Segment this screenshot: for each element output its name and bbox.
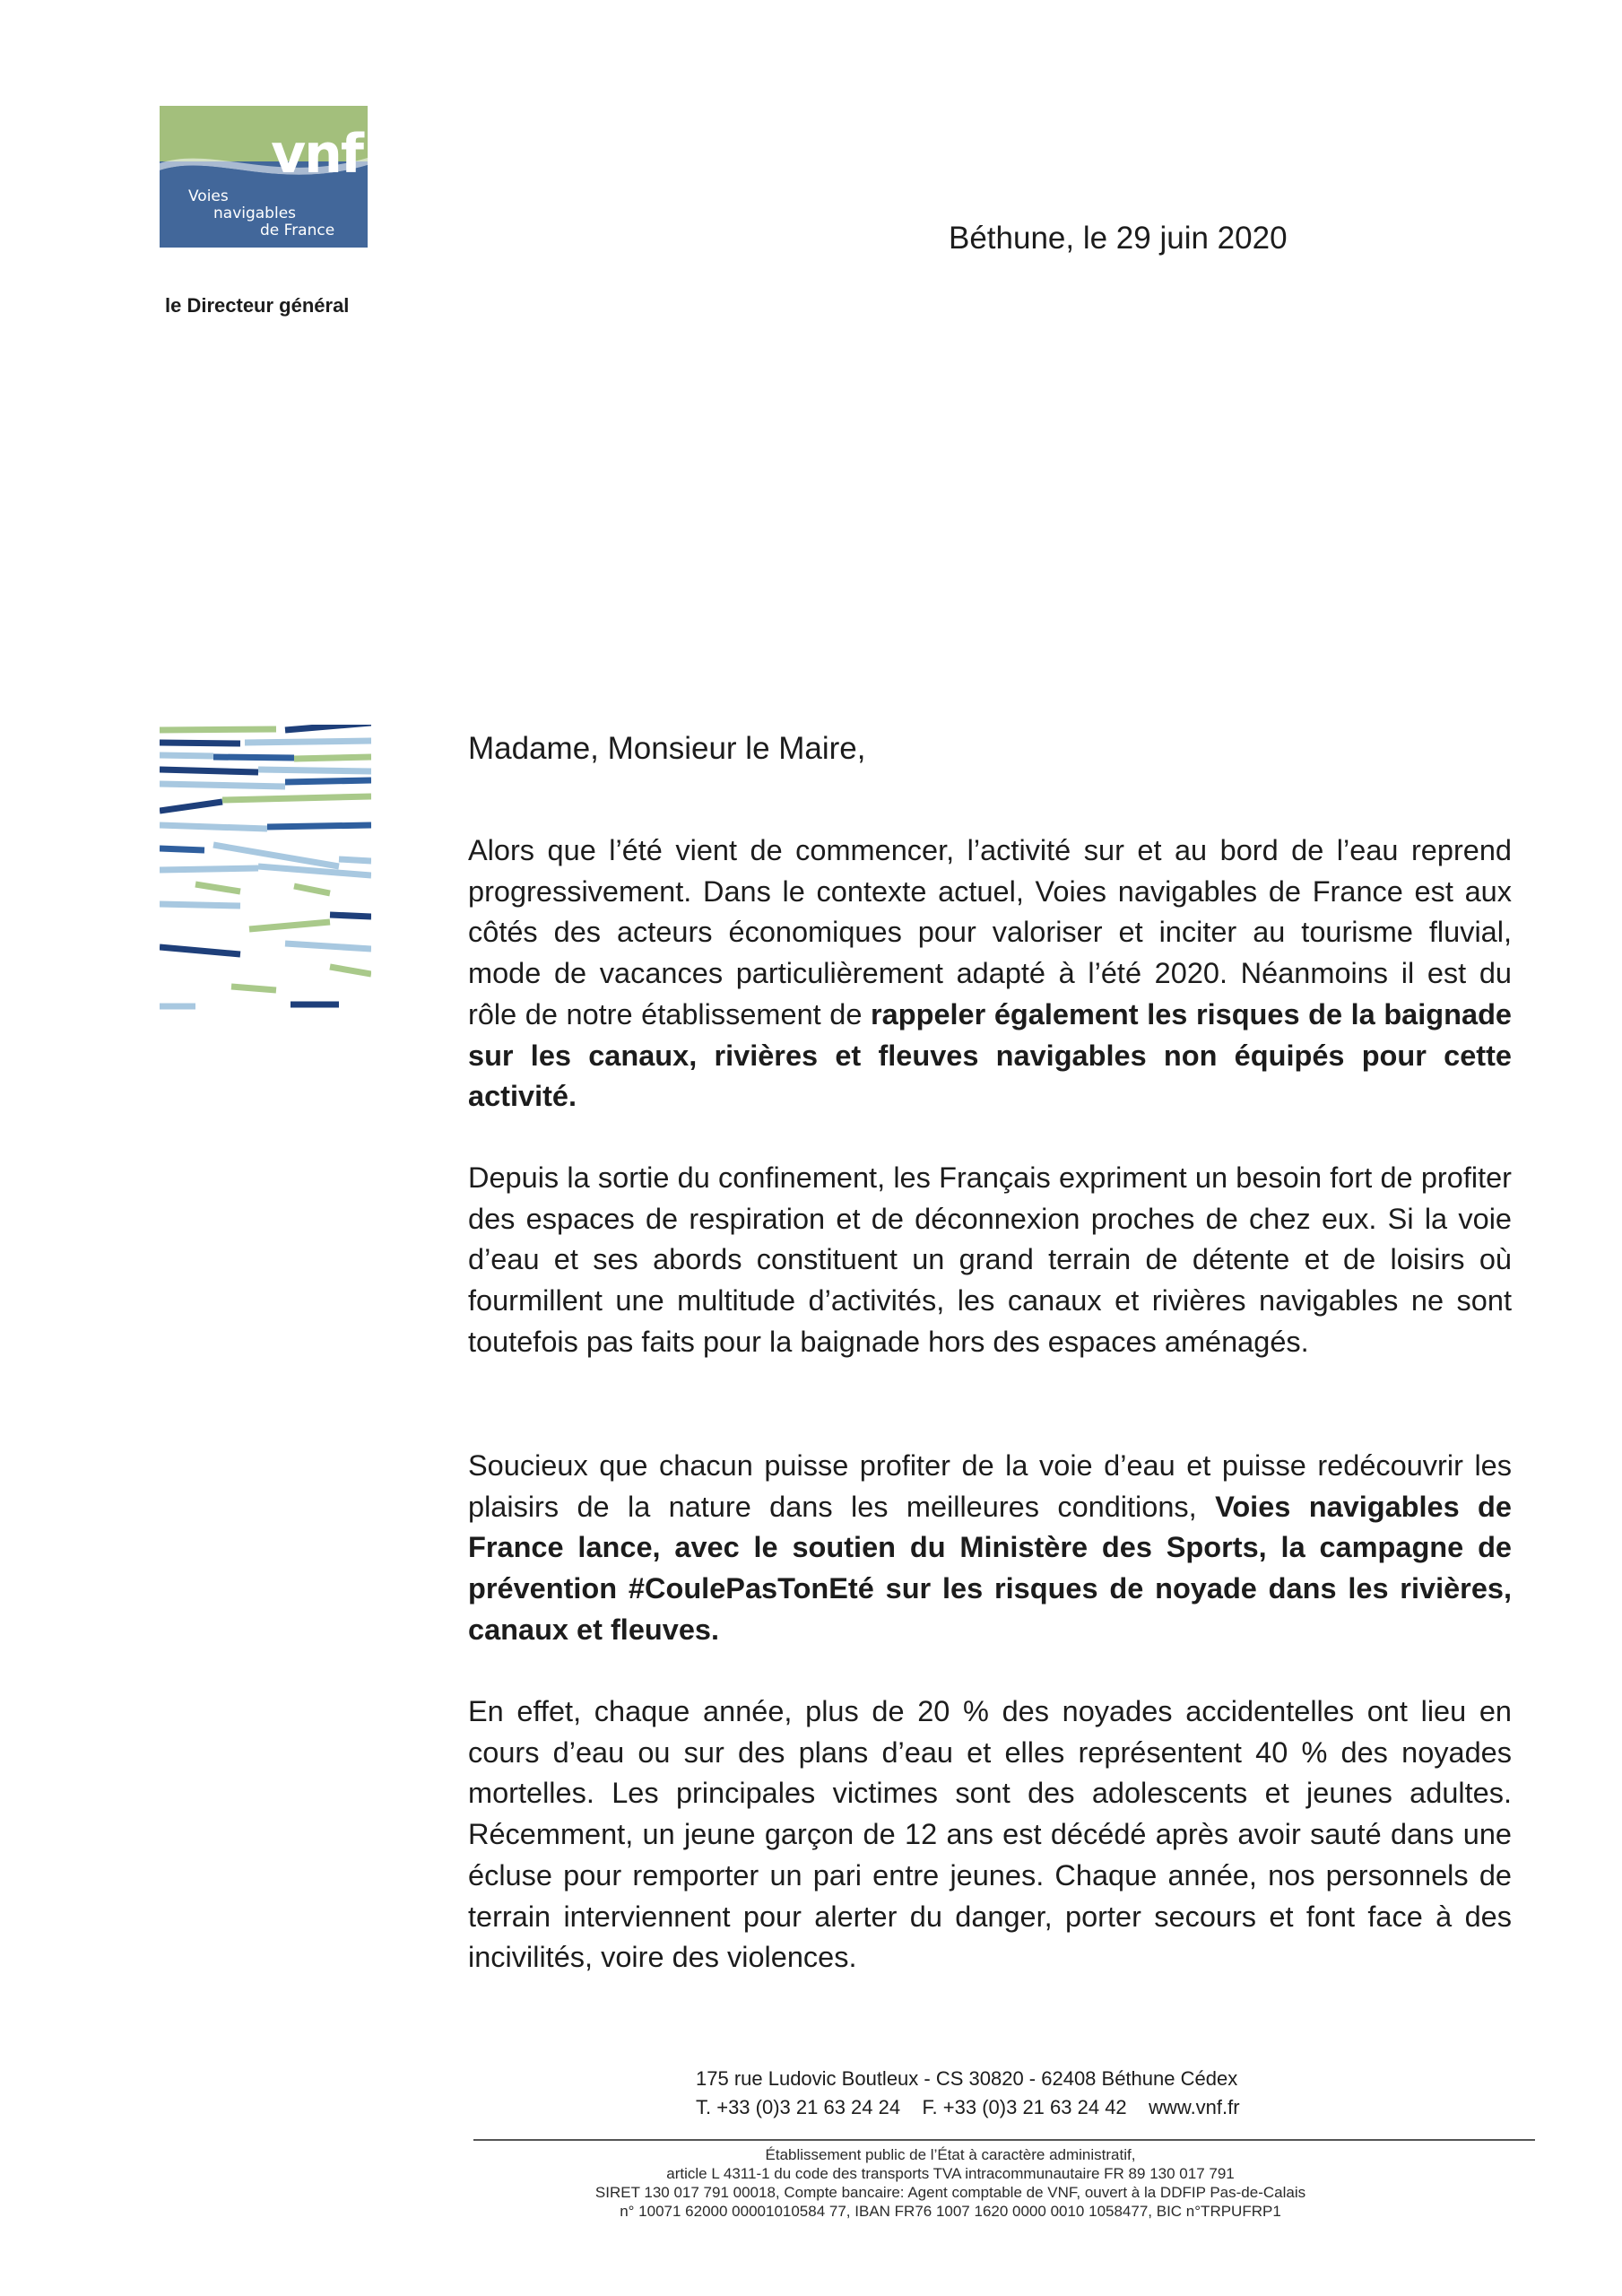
footer-divider	[473, 2139, 1535, 2141]
letter-date: Béthune, le 29 juin 2020	[949, 221, 1288, 256]
legal-line: article L 4311-1 du code des transports TVA intracommunautaire FR 89 130 017 791	[666, 2165, 1235, 2182]
logo-line-3: de France	[260, 222, 335, 239]
paragraph-4-text: En effet, chaque année, plus de 20 % des noyades accidentelles ont lieu en cours d’eau ou sur des plans d’eau et elles représentent 40 % des noyades mortelles. Les principales victimes sont des adolescents et jeunes adultes. Récemment, un jeune garçon de 12 ans est décédé après avoir sauté dans une écluse pour remporter un pari entre jeunes. Chaque année, nos personnels de terrain interviennent pour alerter du danger, porter secours et font face à des incivilités, voire des violences.	[468, 1695, 1512, 1974]
paragraph-3	[468, 1446, 1512, 1651]
sender-title: le Directeur général	[165, 294, 350, 317]
salutation: Madame, Monsieur le Maire,	[468, 731, 866, 766]
logo-line-2: navigables	[213, 204, 297, 222]
paragraph-1-bold: rappeler également les risques de la baignade sur les canaux, rivières et fleuves navigables non équipés pour cette activité.	[468, 997, 1512, 1113]
footer-address	[696, 2065, 1240, 2122]
paragraph-2-text: Depuis la sortie du confinement, les Français expriment un besoin fort de profiter des espaces de respiration et de déconnexion proches de chez eux. Si la voie d’eau et ses abords constituent un grand terrain de détente et de loisirs où fourmillent une multitude d’activités, les canaux et rivières navigables ne sont toutefois pas faits pour la baignade hors des espaces aménagés.	[468, 1161, 1512, 1358]
logo-mark-text: vnf	[271, 123, 362, 186]
legal-line: SIRET 130 017 791 00018, Compte bancaire: Agent comptable de VNF, ouvert à la DDFIP Pas-de-Calais	[594, 2184, 1306, 2201]
logo-line-1: Voies	[188, 187, 229, 205]
footer-contact-line: T. +33 (0)3 21 63 24 24 F. +33 (0)3 21 63 24 42 www.vnf.fr	[696, 2096, 1240, 2118]
paragraph-3-text: Soucieux que chacun puisse profiter de la voie d’eau et puisse redécouvrir les plaisirs de la nature dans les meilleures conditions,	[468, 1449, 1512, 1523]
paragraph-1-text: Alors que l’été vient de commencer, l’activité sur et au bord de l’eau reprend progressivement. Dans le contexte actuel, Voies navigables de France est aux côtés des acteurs économiques pour valoriser et inciter au tourisme fluvial, mode de vacances particulièrement adapté à l’été 2020. Néanmoins il est du rôle de notre établissement de	[468, 834, 1512, 1031]
legal-line: n° 10071 62000 00001010584 77, IBAN FR76 1007 1620 0000 0010 1058477, BIC n°TRPUFRP1	[620, 2203, 1281, 2220]
paragraph-4	[468, 1692, 1512, 1979]
paragraph-3-bold: Voies navigables de France lance, avec le soutien du Ministère des Sports, la campagne de prévention #CoulePasTonEté sur les risques de noyade dans les rivières, canaux et fleuves.	[468, 1490, 1512, 1646]
paragraph-2	[468, 1158, 1512, 1363]
legal-line: Établissement public de l’État à caractère administratif,	[765, 2146, 1136, 2163]
footer-address-line: 175 rue Ludovic Boutleux - CS 30820 - 62408 Béthune Cédex	[696, 2067, 1238, 2090]
water-bars-graphic	[160, 725, 371, 1017]
footer-legal	[502, 2145, 1399, 2221]
vnf-logo	[160, 106, 368, 248]
paragraph-1	[468, 831, 1512, 1118]
